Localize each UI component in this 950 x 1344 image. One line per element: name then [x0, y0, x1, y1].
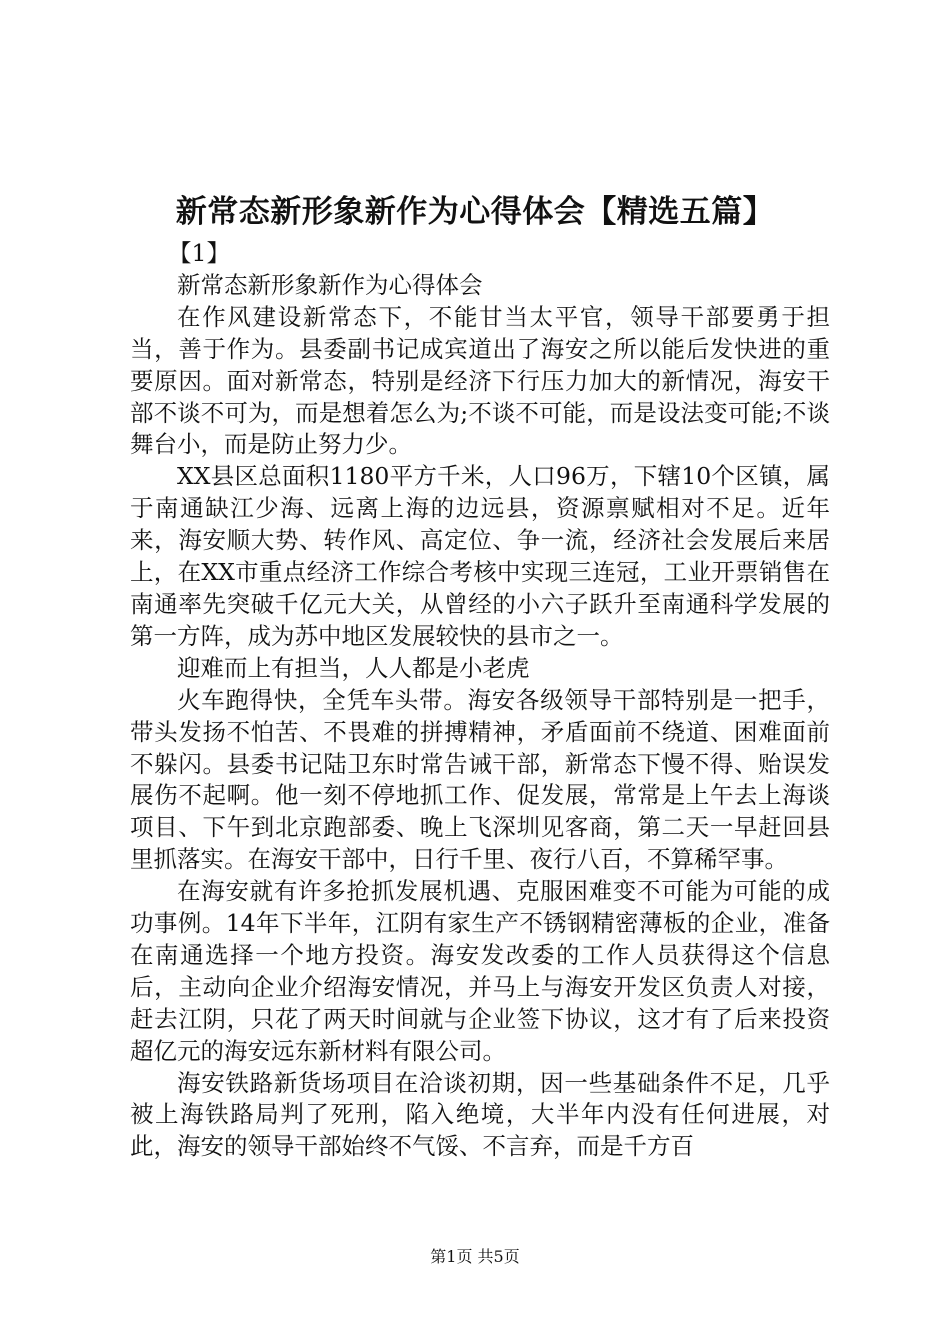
paragraph: 在海安就有许多抢抓发展机遇、克服困难变不可能为可能的成功事例。14年下半年，江阴有家生产不锈钢精密薄板的企业，准备在南通选择一个地方投资。海安发改委的工作人员获得这个信息后，主动向企业介绍海安情况，并马上与海安开发区负责人对接，赶去江阴，只花了两天时间就与企业签下协议，这才有了后来投资超亿元的海安远东新材料有限公司。	[130, 877, 830, 1065]
document-title: 新常态新形象新作为心得体会【精选五篇】	[175, 194, 775, 230]
paragraph: 海安铁路新货场项目在洽谈初期，因一些基础条件不足，几乎被上海铁路局判了死刑，陷入绝境，大半年内没有任何进展，对此，海安的领导干部始终不气馁、不言弃，而是千方百	[130, 1068, 830, 1161]
document-body	[130, 238, 830, 1163]
section-number: 【1】	[168, 239, 230, 267]
paragraph: XX县区总面积1180平方千米，人口96万，下辖10个区镇，属于南通缺江少海、远离上海的边远县，资源禀赋相对不足。近年来，海安顺大势、转作风、高定位、争一流，经济社会发展后来居上，在XX市重点经济工作综合考核中实现三连冠，工业开票销售在南通率先突破千亿元大关，从曾经的小六子跃升至南通科学发展的第一方阵，成为苏中地区发展较快的县市之一。	[130, 462, 830, 650]
section-heading: 迎难而上有担当，人人都是小老虎	[177, 653, 530, 682]
page-footer: 第1页 共5页	[430, 1247, 520, 1266]
paragraph: 火车跑得快，全凭车头带。海安各级领导干部特别是一把手，带头发扬不怕苦、不畏难的拼搏精神，矛盾面前不绕道、困难面前不躲闪。县委书记陆卫东时常告诫干部，新常态下慢不得、贻误发展伤不起啊。他一刻不停地抓工作、促发展，常常是上午去上海谈项目、下午到北京跑部委、晚上飞深圳见客商，第二天一早赶回县里抓落实。在海安干部中，日行千里、夜行八百，不算稀罕事。	[130, 685, 830, 874]
article-subtitle: 新常态新形象新作为心得体会	[177, 270, 483, 299]
paragraph: 在作风建设新常态下，不能甘当太平官，领导干部要勇于担当，善于作为。县委副书记成宾道出了海安之所以能后发快进的重要原因。面对新常态，特别是经济下行压力加大的新情况，海安干部不谈不可为，而是想着怎么为;不谈不可能，而是设法变可能;不谈舞台小，而是防止努力少。	[130, 302, 830, 459]
